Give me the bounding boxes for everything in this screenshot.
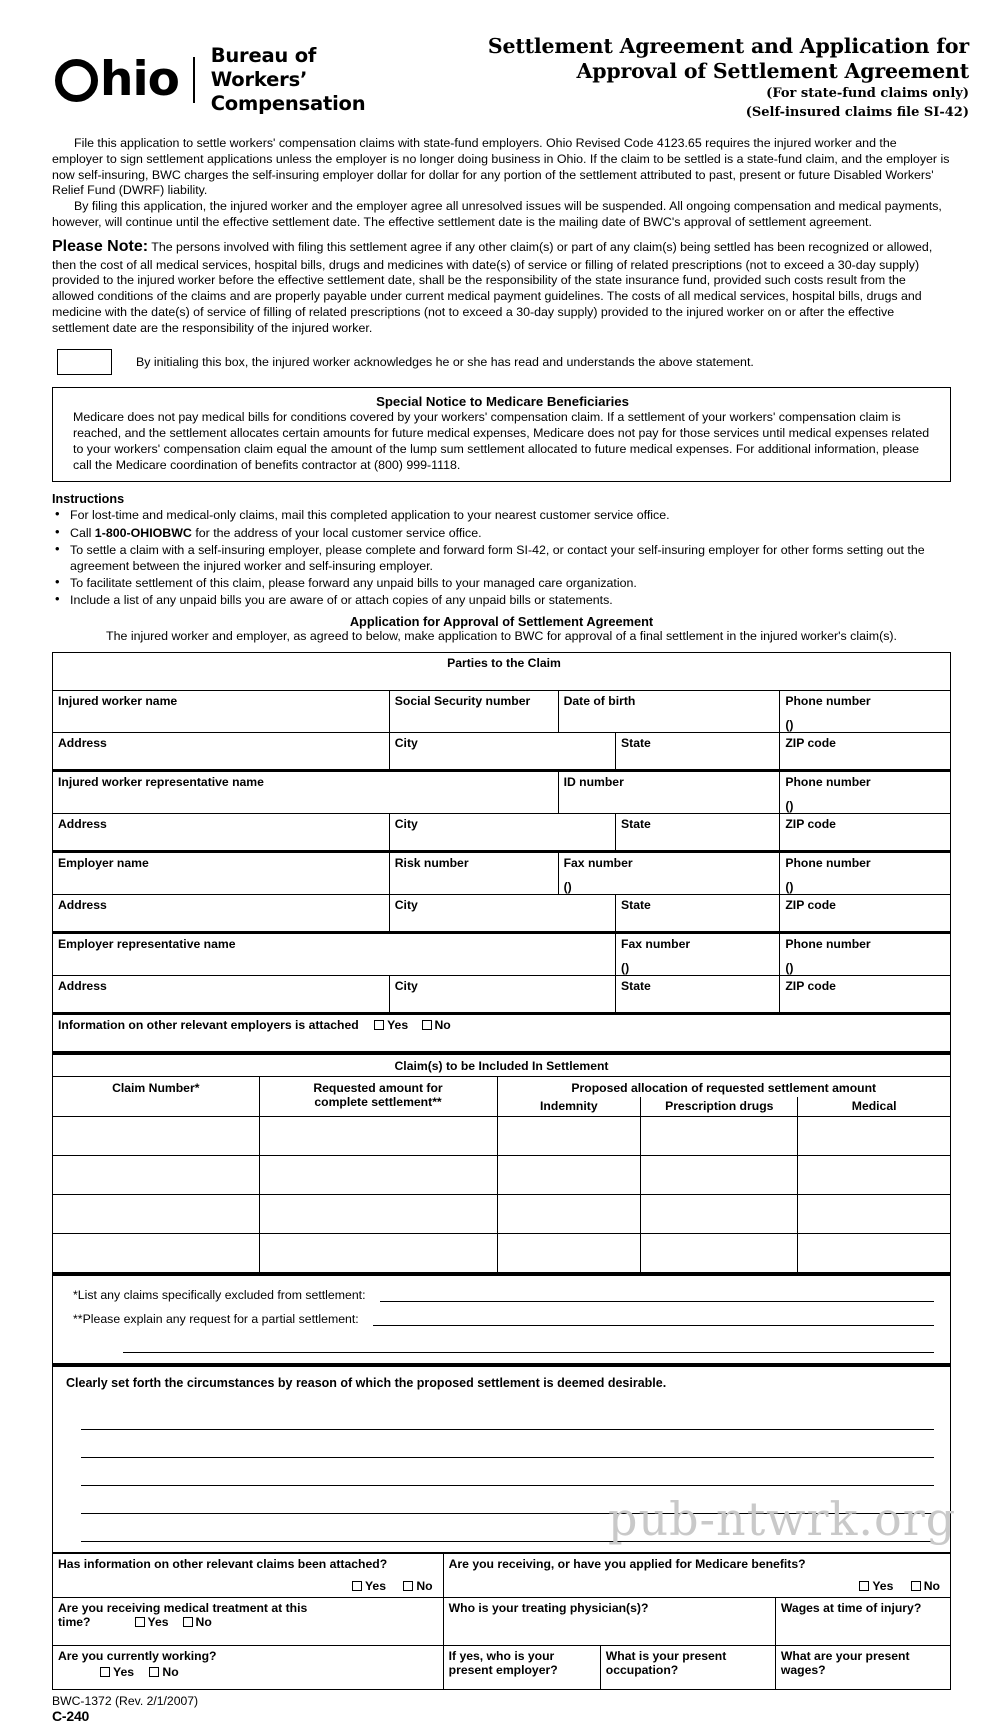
other-employers-label: Information on other relevant employers is attached	[58, 1018, 359, 1033]
yes-label: Yes	[113, 1665, 135, 1680]
intro-section	[0, 122, 999, 643]
col-medical: Medical	[798, 1097, 951, 1117]
field-fax-label: Fax number	[621, 937, 691, 952]
field-phone-label: Phone number	[785, 775, 871, 790]
document-footer	[0, 1690, 999, 1724]
please-note-paragraph	[52, 237, 951, 337]
treatment-line-2: time?	[58, 1615, 91, 1630]
other-employers-no[interactable]	[422, 1018, 451, 1032]
application-heading: Application for Approval of Settlement Agreement	[349, 614, 654, 630]
fax-paren-hint: ()	[621, 961, 630, 976]
yes-label: Yes	[147, 1615, 169, 1630]
ohio-wordmark: hio	[55, 56, 179, 103]
checkbox-icon[interactable]	[403, 1581, 413, 1591]
col-prescription-drugs: Prescription drugs	[641, 1097, 798, 1117]
field-phone-label: Phone number	[785, 694, 871, 709]
requested-line-2: complete settlement**	[314, 1095, 442, 1110]
please-note-label: Please Note:	[52, 238, 149, 256]
question-row-2	[53, 1598, 951, 1646]
call-prefix: Call	[70, 525, 95, 540]
footnote-partial-input[interactable]	[373, 1313, 934, 1326]
narrative-block	[52, 1364, 951, 1553]
question-medical-treatment	[53, 1598, 444, 1646]
other-employers-yes[interactable]	[374, 1018, 408, 1032]
question-medicare	[443, 1554, 950, 1598]
field-zip[interactable]: ZIP code	[780, 814, 951, 852]
instructions-list	[52, 507, 951, 608]
question-other-claims-label: Has information on other relevant claims been attached?	[58, 1557, 388, 1572]
table-row	[53, 976, 951, 1014]
other-claims-no[interactable]	[389, 1579, 432, 1593]
intro-paragraph-2: By filing this application, the injured worker and the employer agree all unresolved issues will be suspended. All ongoing compensation and medical payments, however, will continue until the effective settlement date. The effective settlement date is the mailing date of BWC's approval of settlement agreement.	[52, 199, 942, 230]
checkbox-icon[interactable]	[374, 1020, 384, 1030]
form-revision-id: BWC-1372 (Rev. 2/1/2007)	[52, 1694, 199, 1709]
cell-indemnity[interactable]	[497, 1117, 641, 1156]
other-employers-row	[53, 1014, 951, 1052]
field-risk-number[interactable]: Risk number	[389, 852, 558, 895]
field-employer-name[interactable]: Employer name	[53, 852, 390, 895]
question-currently-working	[53, 1646, 444, 1690]
phone-paren-hint: ()	[785, 799, 794, 814]
cell-prescription[interactable]	[641, 1117, 798, 1156]
table-row	[53, 1117, 951, 1156]
col-claim-number: Claim Number*	[53, 1077, 260, 1117]
form-title-line-1: Settlement Agreement and Application for	[487, 34, 969, 58]
field-iw-rep-name[interactable]: Injured worker representative name	[53, 771, 559, 814]
please-note-body: The persons involved with filing this settlement agree if any other claim(s) or part of any claim(s) being settled has been recognized or allowed, then the cost of all medical services, hospital bills, drugs and medicines with date(s) of service or filling of related prescriptions (not to exceed a 30-day supply) provided to the injured worker before the effective settlement date, shall be the responsibility of the state insurance fund, provided such costs result from the allowed conditions of the claims and are properly payable under current medical payment guidelines. The costs of all medical services, hospital bills, drugs and medicine with the date(s) of service of filling of related prescriptions (not to exceed a 30-day supply) provided to the injured worker on or after the effective settlement date are the responsibility of the injured worker.	[52, 240, 933, 335]
col-indemnity: Indemnity	[497, 1097, 641, 1117]
cell-requested-amount[interactable]	[259, 1195, 497, 1234]
table-row	[53, 1195, 951, 1234]
questions-grid	[52, 1553, 951, 1690]
currently-working-label: Are you currently working?	[58, 1649, 217, 1664]
field-address[interactable]: Address	[53, 895, 390, 933]
cell-requested-amount[interactable]	[259, 1234, 497, 1273]
table-row	[53, 1234, 951, 1273]
form-tables	[0, 643, 999, 1690]
no-label: No	[416, 1579, 433, 1594]
requested-line-1: Requested amount for	[313, 1081, 443, 1096]
application-subheading: The injured worker and employer, as agreed to below, make application to BWC for approval of a final settlement in the injured worker's claim(s).	[106, 629, 897, 644]
narrative-line[interactable]	[81, 1458, 934, 1486]
cell-medical[interactable]	[798, 1195, 951, 1234]
medicare-yes[interactable]	[845, 1579, 893, 1593]
table-row	[53, 895, 951, 933]
field-zip[interactable]: ZIP code	[780, 733, 951, 771]
footnote-partial-input-2[interactable]	[123, 1340, 934, 1353]
form-title-block	[400, 34, 999, 122]
question-treating-physician[interactable]: Who is your treating physician(s)?	[443, 1598, 775, 1646]
no-label: No	[162, 1665, 179, 1680]
phone-paren-hint: ()	[785, 718, 794, 733]
col-allocation-header: Proposed allocation of requested settlement amount	[497, 1077, 951, 1097]
question-row-3	[53, 1646, 951, 1690]
field-id-number[interactable]: ID number	[558, 771, 780, 814]
cell-indemnity[interactable]	[497, 1156, 641, 1195]
other-claims-choices	[58, 1579, 443, 1593]
field-state[interactable]: State	[616, 733, 780, 771]
form-title-line-2: Approval of Settlement Agreement	[576, 59, 969, 83]
medicare-notice-title: Special Notice to Medicare Beneficiaries	[376, 393, 629, 409]
question-row-1	[53, 1554, 951, 1598]
working-yes[interactable]	[100, 1665, 134, 1679]
checkbox-icon[interactable]	[183, 1617, 193, 1627]
yes-label: Yes	[872, 1579, 894, 1594]
treatment-yes[interactable]	[135, 1615, 169, 1629]
field-injured-worker-name[interactable]: Injured worker name	[53, 691, 390, 733]
agency-line-1: Bureau of Workers’	[210, 44, 317, 91]
field-zip[interactable]: ZIP code	[780, 976, 951, 1014]
field-phone-number[interactable]	[780, 852, 951, 895]
medicare-notice-box	[52, 387, 951, 483]
field-phone-number[interactable]	[780, 771, 951, 814]
question-medicare-label: Are you receiving, or have you applied for Medicare benefits?	[448, 1557, 806, 1572]
claims-footnotes-block	[52, 1273, 951, 1364]
footnote-partial-settlement	[61, 1312, 934, 1326]
field-address[interactable]: Address	[53, 733, 390, 771]
cell-claim-number[interactable]	[53, 1195, 260, 1234]
other-claims-yes[interactable]	[338, 1579, 386, 1593]
form-subtitle-line-2: (Self-insured claims file SI-42)	[745, 104, 969, 120]
footnote-partial-label: **Please explain any request for a partial settlement:	[73, 1312, 359, 1327]
table-row	[53, 691, 951, 733]
claims-band-label: Claim(s) to be Included In Settlement	[53, 1054, 951, 1077]
no-label: No	[923, 1579, 940, 1594]
cell-claim-number[interactable]	[53, 1234, 260, 1273]
field-fax-number[interactable]	[558, 852, 780, 895]
medicare-notice-body: Medicare does not pay medical bills for conditions covered by your workers' compensation claim. If a settlement of your workers' compensation claim is reached, and the settlement allocates certain amounts for future medical expenses, Medicare does not pay for those services until medical expenses related to your workers' compensation claim equal the amount of the lump sum settlement allocated to future medical expenses. For additional information, please call the Medicare coordination of benefits contractor at (800) 999-1118.	[73, 409, 930, 472]
question-present-occupation[interactable]: What is your present occupation?	[600, 1646, 775, 1690]
claims-header-row	[53, 1077, 951, 1097]
ohio-bwc-logo	[0, 44, 400, 115]
table-row	[53, 733, 951, 771]
cell-prescription[interactable]	[641, 1234, 798, 1273]
footnote-excluded-claims	[61, 1288, 934, 1302]
yes-label: Yes	[387, 1018, 409, 1033]
question-wages-at-injury[interactable]: Wages at time of injury?	[775, 1598, 950, 1646]
footnote-excluded-input[interactable]	[380, 1289, 934, 1302]
cell-requested-amount[interactable]	[259, 1117, 497, 1156]
field-city[interactable]: City	[389, 895, 615, 933]
agency-name	[211, 44, 400, 115]
cell-medical[interactable]	[798, 1156, 951, 1195]
initial-acknowledgement-row	[52, 349, 951, 375]
field-city[interactable]: City	[389, 814, 615, 852]
cell-indemnity[interactable]	[497, 1195, 641, 1234]
initial-box-label: By initialing this box, the injured worker acknowledges he or she has read and understands the above statement.	[136, 354, 754, 369]
phone-paren-hint: ()	[785, 961, 794, 976]
claims-included-table	[52, 1052, 951, 1273]
instruction-item-call	[52, 525, 951, 541]
checkbox-icon[interactable]	[911, 1581, 921, 1591]
footnote-partial-continuation	[61, 1340, 934, 1353]
table-row	[53, 1156, 951, 1195]
no-label: No	[434, 1018, 451, 1033]
medicare-choices	[449, 1579, 950, 1593]
field-zip[interactable]: ZIP code	[780, 895, 951, 933]
narrative-line[interactable]	[81, 1430, 934, 1458]
parties-to-the-claim-table	[52, 652, 951, 1052]
no-label: No	[195, 1615, 212, 1630]
field-date-of-birth[interactable]: Date of birth	[558, 691, 780, 733]
table-row	[53, 852, 951, 895]
footnote-excluded-label: *List any claims specifically excluded from settlement:	[73, 1288, 366, 1303]
checkbox-icon[interactable]	[422, 1020, 432, 1030]
checkbox-icon[interactable]	[352, 1581, 362, 1591]
table-row	[53, 814, 951, 852]
medicare-no[interactable]	[897, 1579, 940, 1593]
parties-band-row	[53, 653, 951, 691]
parties-band-label: Parties to the Claim	[53, 653, 951, 691]
cell-indemnity[interactable]	[497, 1234, 641, 1273]
cell-prescription[interactable]	[641, 1156, 798, 1195]
field-state[interactable]: State	[616, 814, 780, 852]
question-other-claims	[53, 1554, 444, 1598]
field-fax-number[interactable]	[616, 933, 780, 976]
phone-paren-hint: ()	[785, 880, 794, 895]
field-address[interactable]: Address	[53, 976, 390, 1014]
field-phone-label: Phone number	[785, 856, 871, 871]
other-employers-cell	[53, 1014, 951, 1052]
narrative-line[interactable]	[81, 1486, 934, 1514]
form-subtitle-line-1: (For state-fund claims only)	[766, 86, 969, 101]
cell-prescription[interactable]	[641, 1195, 798, 1234]
checkbox-icon[interactable]	[100, 1667, 110, 1677]
checkbox-icon[interactable]	[859, 1581, 869, 1591]
table-row	[53, 771, 951, 814]
cell-medical[interactable]	[798, 1117, 951, 1156]
logo-divider	[193, 57, 195, 103]
instructions-heading: Instructions	[52, 492, 125, 507]
narrative-line[interactable]	[81, 1514, 934, 1542]
instruction-item: • For lost-time and medical-only claims, mail this completed application to your nearest customer service office.	[52, 507, 951, 523]
treatment-line-1: Are you receiving medical treatment at this	[58, 1601, 308, 1616]
table-row	[53, 933, 951, 976]
form-code: C-240	[52, 1708, 90, 1724]
cell-claim-number[interactable]	[53, 1156, 260, 1195]
document-header	[0, 0, 999, 122]
question-present-wages[interactable]: What are your present wages?	[775, 1646, 950, 1690]
field-state[interactable]: State	[616, 976, 780, 1014]
ohio-o-circle-icon	[55, 59, 98, 102]
treatment-no[interactable]	[183, 1615, 212, 1629]
narrative-title: Clearly set forth the circumstances by reason of which the proposed settlement is deemed desirable.	[66, 1376, 667, 1391]
watermark: pub-ntwrk.org	[608, 1492, 957, 1546]
field-phone-number[interactable]	[780, 691, 951, 733]
cell-medical[interactable]	[798, 1234, 951, 1273]
claims-band-row	[53, 1054, 951, 1077]
field-phone-number[interactable]	[780, 933, 951, 976]
yes-label: Yes	[364, 1579, 386, 1594]
field-city[interactable]: City	[389, 733, 615, 771]
instruction-item: • To settle a claim with a self-insuring employer, please complete and forward form SI-42, or contact your self-insuring employer for other forms setting out the agreement between the injured worker and self-insuring employer.	[52, 542, 951, 574]
field-address[interactable]: Address	[53, 814, 390, 852]
cell-claim-number[interactable]	[53, 1117, 260, 1156]
call-phone-number: 1-800-OHIOBWC	[94, 525, 192, 540]
checkbox-icon[interactable]	[149, 1667, 159, 1677]
col-requested-amount	[259, 1077, 497, 1117]
agency-line-2: Compensation	[210, 91, 366, 115]
initial-box-input[interactable]	[57, 349, 112, 375]
field-employer-rep-name[interactable]: Employer representative name	[53, 933, 616, 976]
field-phone-label: Phone number	[785, 937, 871, 952]
field-fax-label: Fax number	[563, 856, 633, 871]
instruction-item: • To facilitate settlement of this claim, please forward any unpaid bills to your managed care organization.	[52, 575, 951, 591]
cell-requested-amount[interactable]	[259, 1156, 497, 1195]
working-no[interactable]	[149, 1665, 178, 1679]
field-state[interactable]: State	[616, 895, 780, 933]
narrative-line[interactable]	[81, 1402, 934, 1430]
fax-paren-hint: ()	[563, 880, 572, 895]
checkbox-icon[interactable]	[135, 1617, 145, 1627]
field-ssn[interactable]: Social Security number	[389, 691, 558, 733]
question-present-employer[interactable]: If yes, who is your present employer?	[443, 1646, 600, 1690]
field-city[interactable]: City	[389, 976, 615, 1014]
intro-paragraph-1: File this application to settle workers' compensation claims with state-fund employers. Ohio Revised Code 4123.65 requires the injured worker and the employer to sign settlement applications unless the employer is no longer doing business in Ohio. If the claim to be settled is a state-fund claim, and the employer is now self-insuring, BWC charges the self-insuring employer dollar for dollar for any portion of the settlement attributed to past, present or future Disabled Workers' Relief Fund (DWRF) liability.	[52, 135, 950, 198]
instruction-item: • Include a list of any unpaid bills you are aware of or attach copies of any unpaid bills or statements.	[52, 592, 951, 608]
call-suffix: for the address of your local customer service office.	[191, 525, 482, 540]
